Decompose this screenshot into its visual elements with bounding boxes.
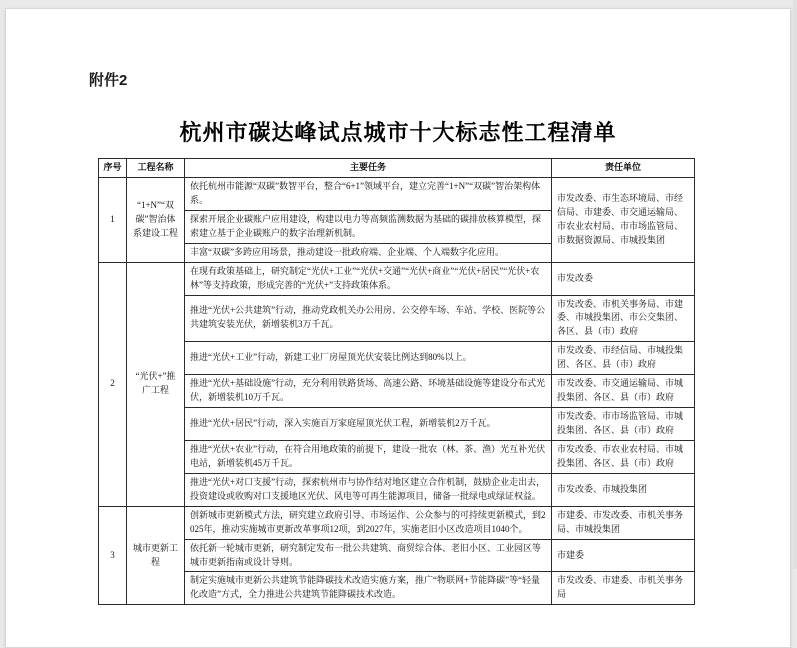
responsible-cell: 市发改委、市经信局、市城投集团、各区、县（市）政府 (552, 342, 695, 375)
project-name-cell: 城市更新工程 (127, 506, 185, 605)
table-row (99, 295, 695, 342)
task-cell: 依托新一轮城市更新，研究制定发布一批公共建筑、商贸综合体、老旧小区、工业园区等城市更新指南或设计导则。 (185, 539, 552, 572)
responsible-cell: 市发改委、市机关事务局、市建委、市城投集团、市公交集团、各区、县（市）政府 (552, 295, 695, 342)
project-name-cell: “1+N”“双碳”智治体系建设工程 (127, 177, 185, 262)
task-cell: 创新城市更新模式方法，研究建立政府引导、市场运作、公众参与的可持续更新模式，到2025年，推动实施城市更新改革事项12项，到2027年，实施老旧小区改造项目1040个。 (185, 506, 552, 539)
column-header: 主要任务 (185, 159, 552, 178)
task-cell: 探索开展企业碳账户应用建设，构建以电力等高频监测数据为基础的碳排放核算模型，探索建立基于企业碳账户的数字治理新机制。 (185, 210, 552, 243)
page-title: 杭州市碳达峰试点城市十大标志性工程清单 (179, 120, 617, 145)
table-row (99, 572, 695, 605)
project-number-cell: 1 (99, 177, 127, 262)
responsible-cell: 市发改委、市市场监管局、市城投集团、各区、县（市）政府 (552, 408, 695, 441)
table-row (99, 539, 695, 572)
table-row (99, 375, 695, 408)
task-cell: 丰富“双碳”多跨应用场景，推动建设一批政府端、企业端、个人端数字化应用。 (185, 243, 552, 262)
document-page (5, 8, 791, 648)
task-cell: 推进“光伏+工业”行动，新建工业厂房屋顶光伏安装比例达到80%以上。 (185, 342, 552, 375)
responsible-cell: 市发改委、市建委、市机关事务局 (552, 572, 695, 605)
responsible-cell: 市发改委、市交通运输局、市城投集团、各区、县（市）政府 (552, 375, 695, 408)
task-cell: 在现有政策基础上，研究制定“光伏+工业”“光伏+交通”“光伏+商业”“光伏+居民”“光伏+农林”等支持政策，形成完善的“光伏+”支持政策体系。 (185, 262, 552, 295)
table-row (99, 177, 695, 210)
project-name-cell: “光伏+”推广工程 (127, 262, 185, 506)
project-number-cell: 2 (99, 262, 127, 506)
task-cell: 推进“光伏+基础设施”行动，充分利用铁路货场、高速公路、环境基础设施等建设分布式光伏，新增装机10万千瓦。 (185, 375, 552, 408)
task-cell: 推进“光伏+居民”行动，深入实施百万家庭屋顶光伏工程，新增装机2万千瓦。 (185, 408, 552, 441)
attachment-label: 附件2 (89, 72, 128, 89)
column-header: 责任单位 (552, 159, 695, 178)
responsible-cell: 市发改委 (552, 262, 695, 295)
column-header: 工程名称 (127, 159, 185, 178)
task-cell: 推进“光伏+对口支援”行动，探索杭州市与协作结对地区建立合作机制，鼓励企业走出去，投资建设或收购对口支援地区光伏、风电等可再生能源项目，储备一批绿电或绿证权益。 (185, 473, 552, 506)
table-body (99, 177, 695, 604)
task-cell: 推进“光伏+公共建筑”行动，推动党政机关办公用房、公交停车场、车站、学校、医院等公共建筑安装光伏，新增装机3万千瓦。 (185, 295, 552, 342)
table-row (99, 342, 695, 375)
responsible-cell: 市发改委、市城投集团 (552, 473, 695, 506)
projects-table (98, 158, 695, 605)
table-row (99, 440, 695, 473)
table-row (99, 473, 695, 506)
responsible-cell: 市建委、市发改委、市机关事务局、市城投集团 (552, 506, 695, 539)
project-number-cell: 3 (99, 506, 127, 605)
task-cell: 制定实施城市更新公共建筑节能降碳技术改造实施方案，推广“物联网+节能降碳”等“轻量化改造”方式，全力推进公共建筑节能降碳技术改造。 (185, 572, 552, 605)
responsible-cell: 市发改委、市生态环境局、市经信局、市建委、市交通运输局、市农业农村局、市市场监管局、市数据资源局、市城投集团 (552, 177, 695, 262)
responsible-cell: 市建委 (552, 539, 695, 572)
table-row (99, 408, 695, 441)
table-head-row (99, 159, 695, 178)
scrollbar-track[interactable] (793, 0, 797, 569)
task-cell: 推进“光伏+农业”行动，在符合用地政策的前提下，建设一批农（林、茶、渔）光互补光伏电站，新增装机45万千瓦。 (185, 440, 552, 473)
column-header: 序号 (99, 159, 127, 178)
table-row (99, 262, 695, 295)
responsible-cell: 市发改委、市农业农村局、市城投集团、各区、县（市）政府 (552, 440, 695, 473)
table-row (99, 506, 695, 539)
task-cell: 依托杭州市能源“双碳”数智平台，整合“6+1”领域平台，建立完善“1+N”“双碳”智治架构体系。 (185, 177, 552, 210)
